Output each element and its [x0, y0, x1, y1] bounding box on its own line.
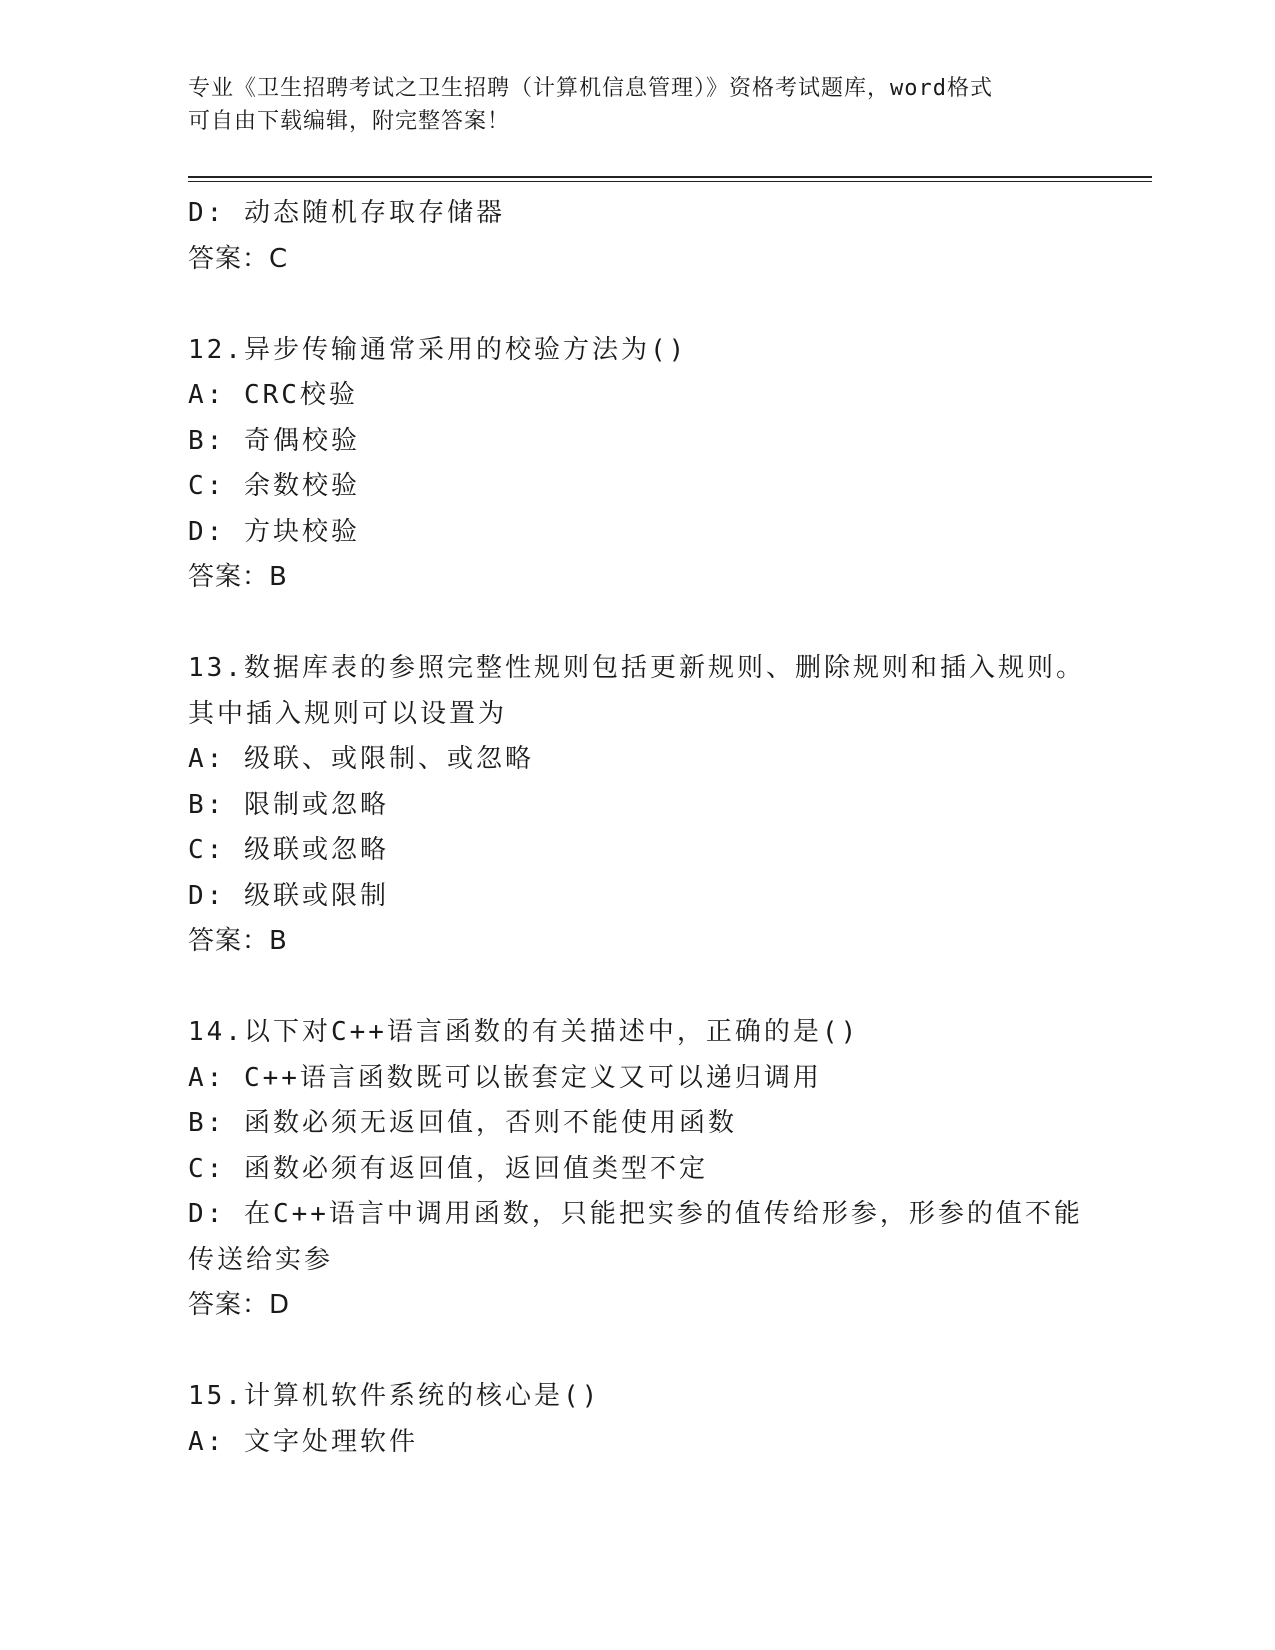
q14-option-d-line-1: D: 在C++语言中调用函数，只能把实参的值传给形参，形参的值不能 [188, 1199, 1083, 1229]
page-header [188, 72, 1068, 138]
q13-option-d: D: 级联或限制 [188, 880, 389, 911]
q14-answer: 答案：D [188, 1290, 291, 1320]
q14-option-d-line-2: 传送给实参 [188, 1244, 334, 1275]
q11-option-d: D: 动态随机存取存储器 [188, 198, 505, 228]
q13-option-b: B: 限制或忽略 [188, 789, 389, 820]
q13-stem-line-2: 其中插入规则可以设置为 [188, 698, 508, 729]
q12-option-a: A: CRC校验 [188, 380, 358, 410]
q14-option-a: A: C++语言函数既可以嵌套定义又可以递归调用 [188, 1062, 822, 1093]
q13-option-c: C: 级联或忽略 [188, 835, 389, 865]
spacer [188, 965, 1088, 1011]
q12-stem: 12.异步传输通常采用的校验方法为() [188, 334, 688, 365]
q13-option-a: A: 级联、或限制、或忽略 [188, 744, 534, 774]
q12-option-b: B: 奇偶校验 [188, 425, 360, 456]
q13-stem-line-1: 13.数据库表的参照完整性规则包括更新规则、删除规则和插入规则。 [188, 653, 1085, 683]
header-title-line-2: 可自由下载编辑，附完整答案！ [188, 109, 511, 134]
spacer [188, 1329, 1088, 1375]
q14-option-b: B: 函数必须无返回值，否则不能使用函数 [188, 1108, 737, 1138]
question-content [188, 191, 1088, 1465]
header-divider-thick [188, 176, 1152, 178]
header-title-line-1: 专业《卫生招聘考试之卫生招聘（计算机信息管理）》资格考试题库，word格式 [188, 76, 993, 101]
q14-stem: 14.以下对C++语言函数的有关描述中，正确的是() [188, 1017, 860, 1047]
q12-option-d: D: 方块校验 [188, 516, 360, 547]
header-divider-thin [188, 181, 1152, 182]
q12-answer: 答案：B [188, 562, 288, 592]
q14-option-c: C: 函数必须有返回值，返回值类型不定 [188, 1153, 708, 1184]
q12-option-c: C: 余数校验 [188, 471, 360, 501]
q15-stem: 15.计算机软件系统的核心是() [188, 1381, 601, 1411]
spacer [188, 282, 1088, 328]
spacer [188, 601, 1088, 647]
q11-answer: 答案：C [188, 243, 289, 274]
q13-answer: 答案：B [188, 926, 288, 956]
q15-option-a: A: 文字处理软件 [188, 1426, 418, 1457]
